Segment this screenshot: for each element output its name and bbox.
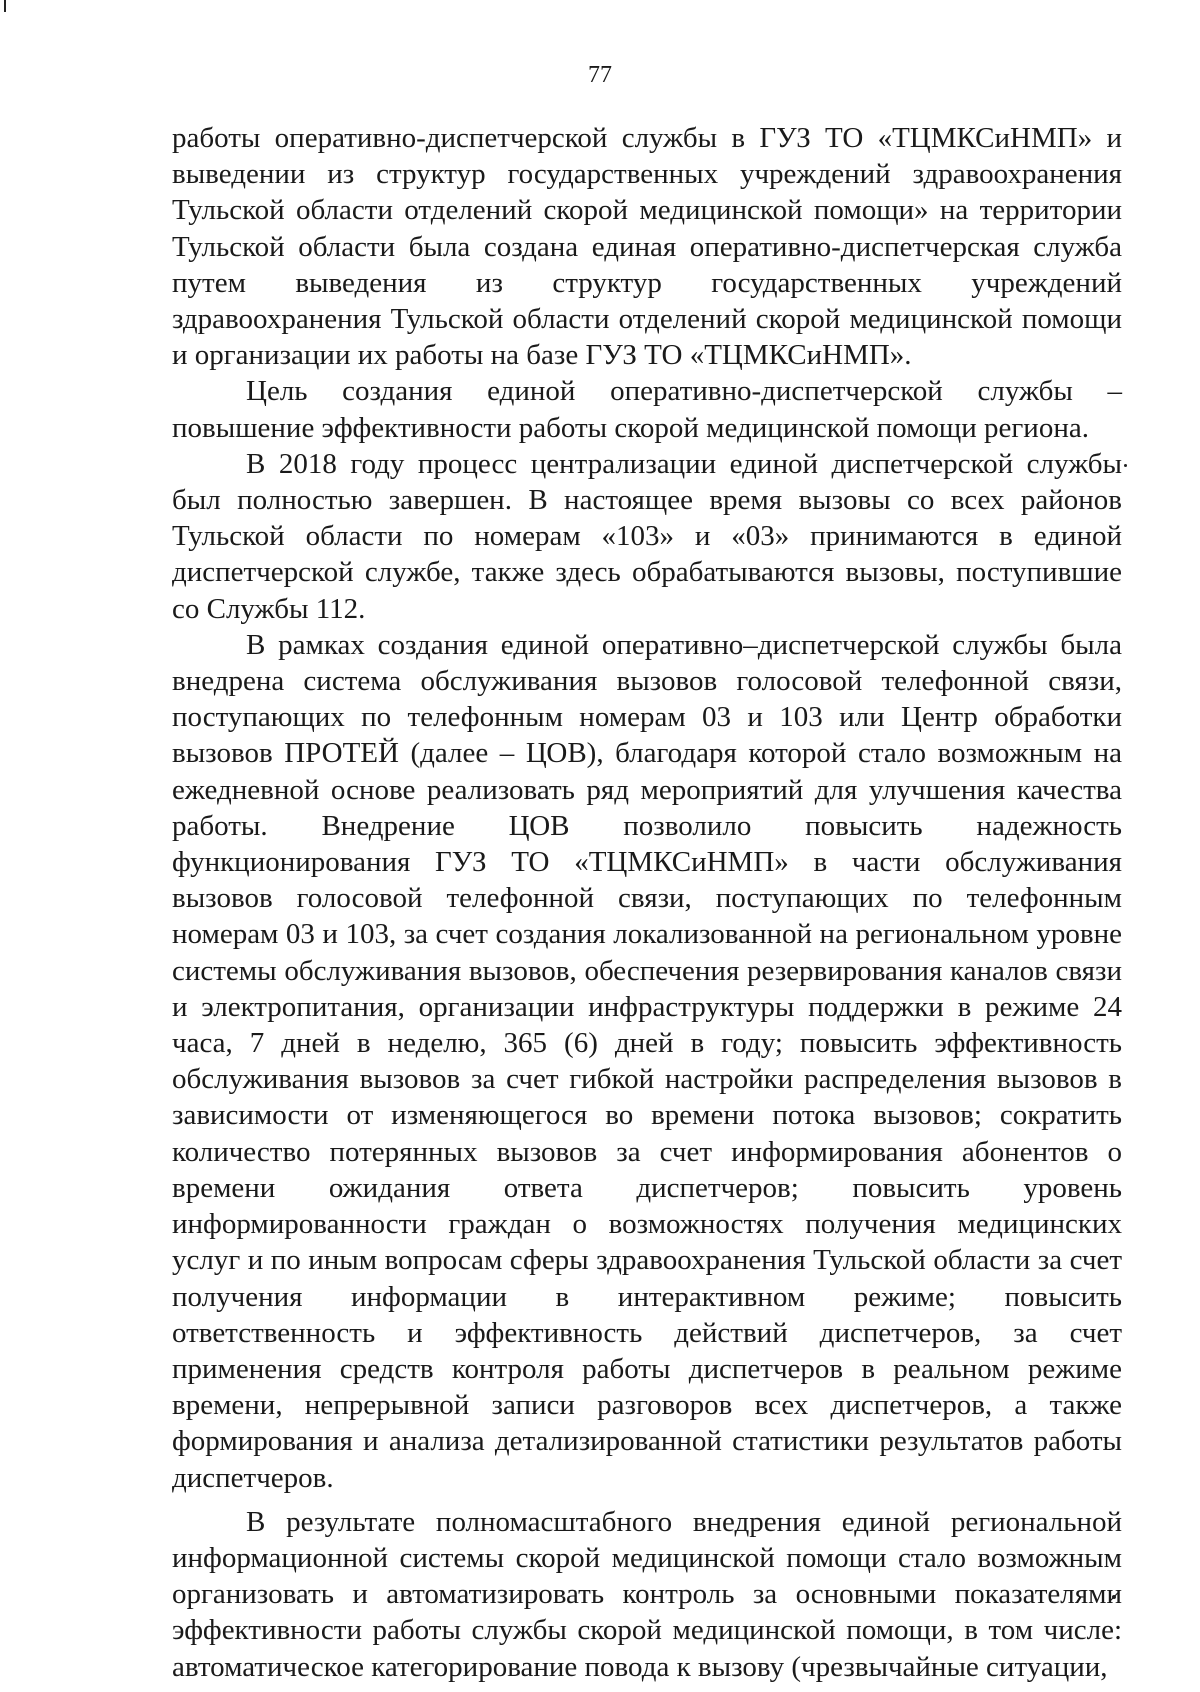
scan-artifact-mark (4, 0, 6, 12)
paragraph-results: В результате полномасштабного внедрения единой региональной информационной системы скорой медицинской помощи стало возможным организовать и автоматизировать контроль за основными показателями эффективности работы службы скорой медицинской помощи, в том числе: автоматическое категорирование повода к вызову (чрезвычайные ситуации, (172, 1505, 1122, 1683)
scan-artifact-dot (1124, 464, 1127, 467)
paragraph-continuation: работы оперативно-диспетчерской службы в ГУЗ ТО «ТЦМКСиНМП» и выведении из структур государственных учреждений здравоохранения Тульской области отделений скорой медицинской помощи» на территории Тульской области была создана единая оперативно-диспетчерская служба путем выведения из структур государственных учреждений здравоохранения Тульской области отделений скорой медицинской помощи и организации их работы на базе ГУЗ ТО «ТЦМКСиНМП». (172, 122, 1122, 372)
page-number: 77 (588, 62, 612, 88)
paragraph-goal: Цель создания единой оперативно-диспетчерской службы – повышение эффективности работы скорой медицинской помощи региона. (172, 375, 1122, 444)
paragraph-centralization: В 2018 году процесс централизации единой диспетчерской службы был полностью завершен. В настоящее время вызовы со всех районов Тульской области по номерам «103» и «03» принимаются в единой диспетчерской службе, также здесь обрабатываются вызовы, поступившие со Службы 112. (172, 447, 1122, 625)
document-body (172, 120, 1122, 1685)
paragraph-call-center: В рамках создания единой оперативно–диспетчерской службы была внедрена система обслуживания вызовов голосовой телефонной связи, поступающих по телефонным номерам 03 и 103 или Центр обработки вызовов ПРОТЕЙ (далее – ЦОВ), благодаря которой стало возможным на ежедневной основе реализовать ряд мероприятий для улучшения качества работы. Внедрение ЦОВ позволило повысить надежность функционирования ГУЗ ТО «ТЦМКСиНМП» в части обслуживания вызовов голосовой телефонной связи, поступающих по телефонным номерам 03 и 103, за счет создания локализованной на региональном уровне системы обслуживания вызовов, обеспечения резервирования каналов связи и электропитания, организации инфраструктуры поддержки в режиме 24 часа, 7 дней в неделю, 365 (6) дней в году; повысить эффективность обслуживания вызовов за счет гибкой настройки распределения вызовов в зависимости от изменяющегося во времени потока вызовов; сократить количество потерянных вызовов за счет информирования абонентов о времени ожидания ответа диспетчеров; повысить уровень информированности граждан о возможностях получения медицинских услуг и по иным вопросам сферы здравоохранения Тульской области за счет получения информации в интерактивном режиме; повысить ответственность и эффективность действий диспетчеров, за счет применения средств контроля работы диспетчеров в реальном режиме времени, непрерывной записи разговоров всех диспетчеров, а также формирования и анализа детализированной статистики результатов работы диспетчеров. (172, 628, 1122, 1494)
